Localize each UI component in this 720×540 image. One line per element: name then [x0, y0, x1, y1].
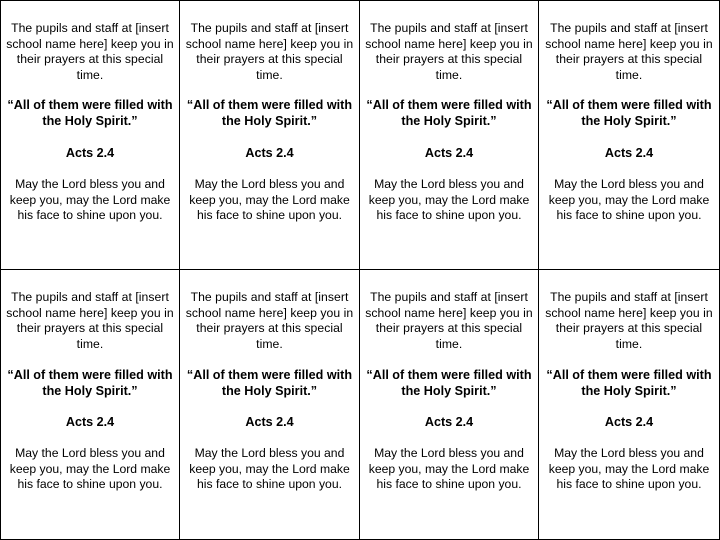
card-blessing: May the Lord bless you and keep you, may the Lord make his face to shine upon you.	[548, 446, 710, 492]
prayer-card	[180, 270, 360, 539]
card-intro: The pupils and staff at [insert school name here] keep you in their prayers at this special time.	[6, 290, 174, 351]
card-reference: Acts 2.4	[604, 146, 654, 160]
prayer-card	[360, 1, 539, 270]
prayer-card	[360, 270, 539, 539]
card-reference: Acts 2.4	[245, 146, 294, 160]
card-reference: Acts 2.4	[65, 415, 115, 429]
card-intro: The pupils and staff at [insert school name here] keep you in their prayers at this special time.	[545, 290, 713, 351]
card-quote: “All of them were filled with the Holy Spirit.”	[366, 98, 532, 128]
card-reference: Acts 2.4	[65, 146, 115, 160]
prayer-card	[539, 1, 719, 270]
card-quote: “All of them were filled with the Holy Spirit.”	[7, 98, 173, 128]
card-intro: The pupils and staff at [insert school name here] keep you in their prayers at this special time.	[6, 21, 174, 82]
card-quote: “All of them were filled with the Holy Spirit.”	[186, 98, 353, 128]
card-blessing: May the Lord bless you and keep you, may the Lord make his face to shine upon you.	[189, 177, 350, 223]
card-blessing: May the Lord bless you and keep you, may the Lord make his face to shine upon you.	[9, 446, 171, 492]
card-quote: “All of them were filled with the Holy Spirit.”	[366, 368, 532, 398]
card-quote: “All of them were filled with the Holy Spirit.”	[186, 368, 353, 398]
card-blessing: May the Lord bless you and keep you, may the Lord make his face to shine upon you.	[368, 446, 530, 492]
card-intro: The pupils and staff at [insert school name here] keep you in their prayers at this special time.	[185, 290, 354, 351]
card-blessing: May the Lord bless you and keep you, may the Lord make his face to shine upon you.	[9, 177, 171, 223]
prayer-card	[180, 1, 360, 270]
card-reference: Acts 2.4	[245, 415, 294, 429]
prayer-card	[539, 270, 719, 539]
card-reference: Acts 2.4	[424, 415, 474, 429]
card-quote: “All of them were filled with the Holy Spirit.”	[546, 368, 712, 398]
card-intro: The pupils and staff at [insert school name here] keep you in their prayers at this special time.	[365, 21, 533, 82]
card-intro: The pupils and staff at [insert school name here] keep you in their prayers at this special time.	[545, 21, 713, 82]
card-reference: Acts 2.4	[604, 415, 654, 429]
card-intro: The pupils and staff at [insert school name here] keep you in their prayers at this special time.	[185, 21, 354, 82]
card-quote: “All of them were filled with the Holy Spirit.”	[7, 368, 173, 398]
card-quote: “All of them were filled with the Holy Spirit.”	[546, 98, 712, 128]
card-reference: Acts 2.4	[424, 146, 474, 160]
card-blessing: May the Lord bless you and keep you, may the Lord make his face to shine upon you.	[368, 177, 530, 223]
prayer-card	[1, 1, 180, 270]
card-blessing: May the Lord bless you and keep you, may the Lord make his face to shine upon you.	[189, 446, 350, 492]
card-blessing: May the Lord bless you and keep you, may the Lord make his face to shine upon you.	[548, 177, 710, 223]
prayer-card	[1, 270, 180, 539]
card-intro: The pupils and staff at [insert school name here] keep you in their prayers at this special time.	[365, 290, 533, 351]
